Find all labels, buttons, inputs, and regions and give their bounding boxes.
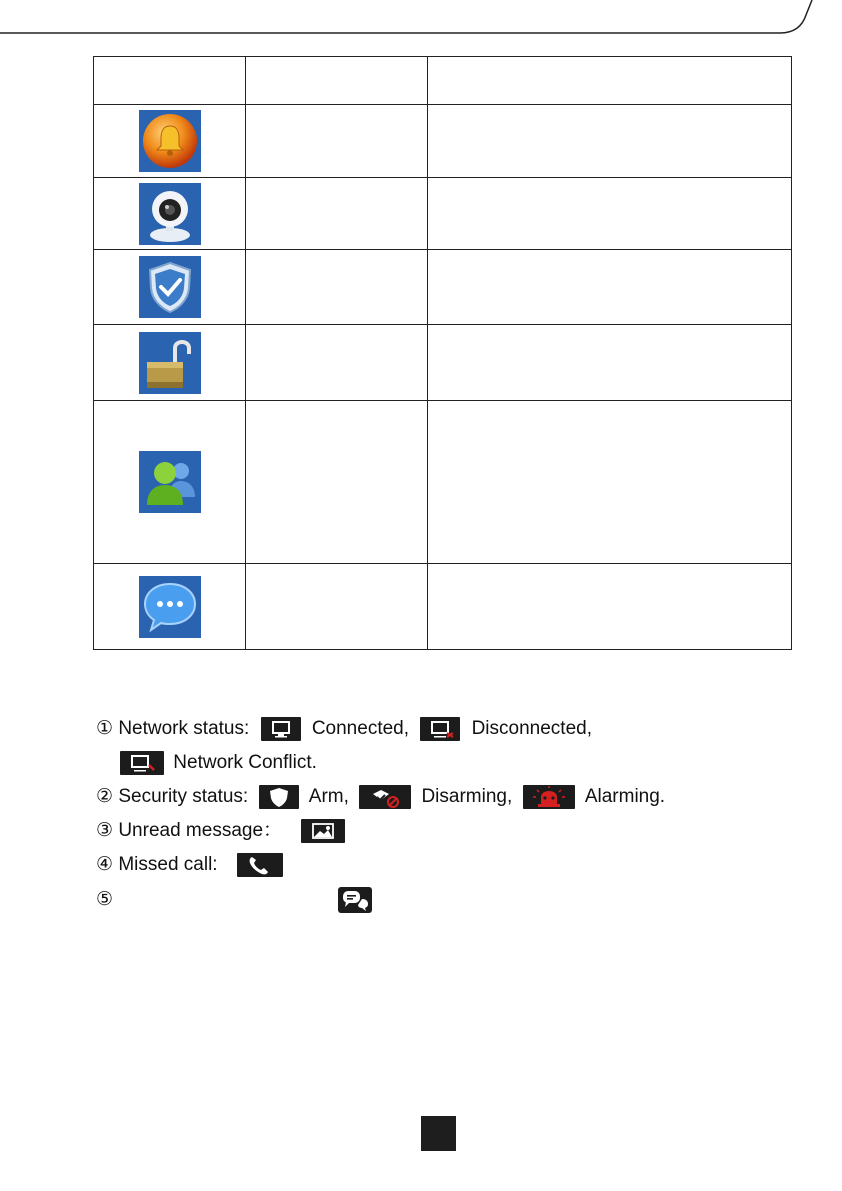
network-connected-icon bbox=[261, 717, 301, 741]
table-row bbox=[94, 105, 792, 178]
item-marker: ② bbox=[96, 786, 114, 807]
network-connected-label: Connected, bbox=[311, 718, 410, 739]
item-marker: ④ bbox=[96, 854, 114, 875]
status-item-network-conflict bbox=[120, 751, 317, 775]
table-row bbox=[94, 401, 792, 564]
alarming-siren-icon bbox=[523, 785, 575, 809]
arm-label: Arm, bbox=[308, 786, 349, 807]
item-marker: ① bbox=[96, 718, 114, 739]
disarming-label: Disarming, bbox=[421, 786, 513, 807]
message-bubble-icon[interactable] bbox=[139, 576, 201, 638]
status-item-security bbox=[96, 785, 665, 809]
network-conflict-label: Network Conflict. bbox=[173, 752, 317, 773]
table-row bbox=[94, 564, 792, 650]
security-status-label: Security status: bbox=[118, 786, 249, 807]
table-row bbox=[94, 178, 792, 250]
table-header-row bbox=[94, 57, 792, 105]
page-number-box bbox=[421, 1116, 456, 1151]
icon-description-table bbox=[93, 56, 792, 650]
status-item-missed-call bbox=[96, 853, 283, 877]
disarming-icon bbox=[359, 785, 411, 809]
status-item-unread-message bbox=[96, 819, 345, 843]
alarming-label: Alarming. bbox=[584, 786, 666, 807]
item-marker: ③ bbox=[96, 820, 114, 841]
network-conflict-icon bbox=[120, 751, 164, 775]
unread-message-label: Unread message： bbox=[118, 820, 283, 841]
network-disconnected-icon bbox=[420, 717, 460, 741]
webcam-icon[interactable] bbox=[139, 183, 201, 245]
header-cell-icon bbox=[94, 57, 246, 105]
header-cell-description bbox=[428, 57, 792, 105]
chat-bubbles-icon bbox=[338, 887, 372, 913]
alarm-bell-icon[interactable] bbox=[139, 110, 201, 172]
page-top-border bbox=[0, 0, 842, 40]
table-row bbox=[94, 325, 792, 401]
header-cell-name bbox=[246, 57, 428, 105]
security-shield-icon[interactable] bbox=[139, 256, 201, 318]
users-icon[interactable] bbox=[139, 451, 201, 513]
table-row bbox=[94, 250, 792, 325]
missed-call-label: Missed call: bbox=[118, 854, 218, 875]
unread-message-picture-icon bbox=[301, 819, 345, 843]
status-item-network bbox=[96, 717, 592, 741]
network-status-label: Network status: bbox=[118, 718, 250, 739]
missed-call-phone-icon bbox=[237, 853, 283, 877]
arm-shield-icon bbox=[259, 785, 299, 809]
unlock-padlock-icon[interactable] bbox=[139, 332, 201, 394]
status-item-5 bbox=[96, 887, 372, 913]
network-disconnected-label: Disconnected, bbox=[471, 718, 592, 739]
item-marker: ⑤ bbox=[96, 889, 114, 910]
